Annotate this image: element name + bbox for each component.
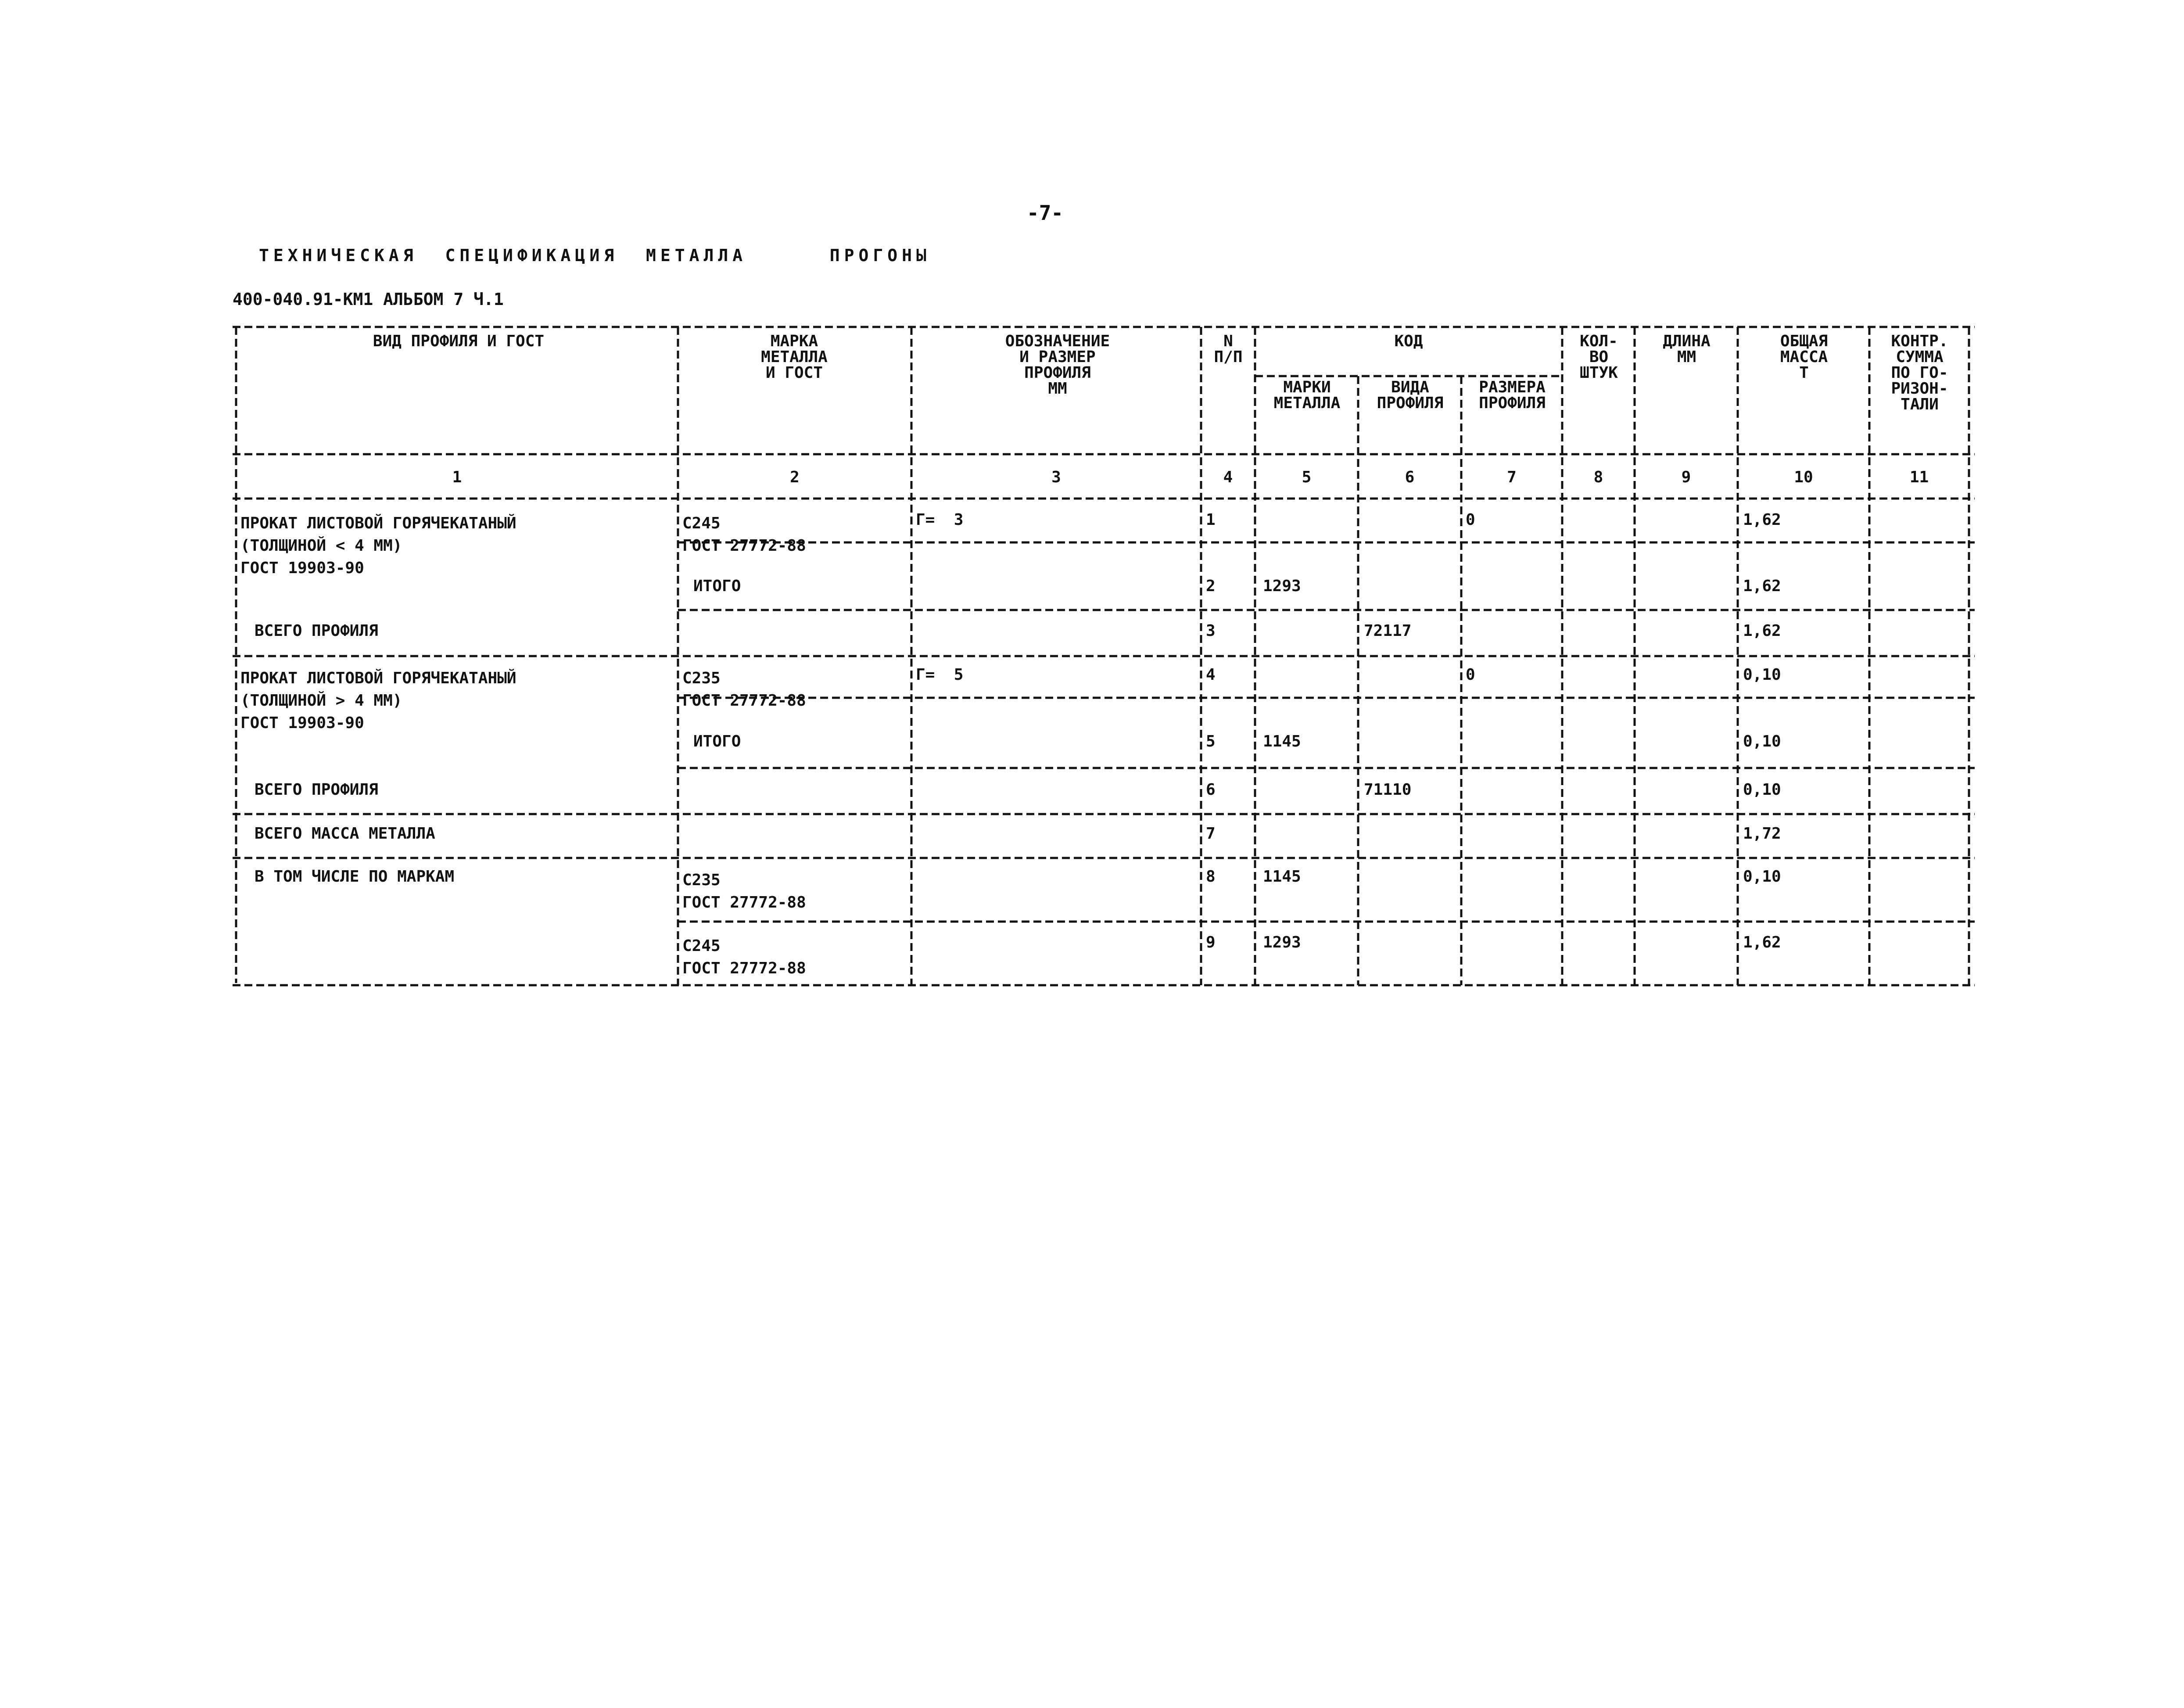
col-number: 1 [452, 468, 462, 486]
total-mass: 0,10 [1743, 666, 1781, 684]
metal-grade: С245 ГОСТ 27772-88 [682, 937, 806, 977]
header-code-metal-grade: МАРКИ МЕТАЛЛА [1273, 378, 1341, 412]
header-control-sum: КОНТР. СУММА ПО ГО- РИЗОН- ТАЛИ [1891, 332, 1948, 413]
row-number: 6 [1206, 781, 1216, 799]
row-number: 7 [1206, 825, 1216, 843]
vsego-profilya-label: ВСЕГО ПРОФИЛЯ [255, 781, 378, 799]
vsego-massa-label: ВСЕГО МАССА МЕТАЛЛА [255, 825, 435, 843]
document-title: ТЕХНИЧЕСКАЯ СПЕЦИФИКАЦИЯ МЕТАЛЛА ПРОГОНЫ [259, 246, 931, 265]
code-metal-grade: 1293 [1263, 577, 1301, 595]
row-number: 1 [1206, 511, 1216, 529]
total-mass: 1,62 [1743, 511, 1781, 529]
code-profile-size: 0 [1466, 666, 1475, 684]
col-number: 2 [790, 468, 800, 486]
code-metal-grade: 1145 [1263, 732, 1301, 750]
total-mass: 1,62 [1743, 933, 1781, 951]
header-total-mass: ОБЩАЯ МАССА Т [1780, 332, 1828, 382]
metal-grade: С245 ГОСТ 27772-88 [682, 514, 806, 555]
profile-size: Г= 5 [916, 666, 964, 684]
metal-grade: С235 ГОСТ 27772-88 [682, 669, 806, 710]
total-mass: 0,10 [1743, 732, 1781, 750]
row-number: 5 [1206, 732, 1216, 750]
code-profile-type: 71110 [1364, 781, 1412, 799]
header-metal-grade: МАРКА МЕТАЛЛА И ГОСТ [761, 332, 828, 382]
code-profile-type: 72117 [1364, 622, 1412, 640]
total-mass: 0,10 [1743, 868, 1781, 886]
profile-description: ПРОКАТ ЛИСТОВОЙ ГОРЯЧЕКАТАНЫЙ (ТОЛЩИНОЙ > 4 ММ) ГОСТ 19903-90 [240, 669, 516, 732]
col-number: 7 [1507, 468, 1517, 486]
col-number: 10 [1794, 468, 1813, 486]
header-code-group: КОД [1394, 332, 1423, 350]
col-number: 4 [1223, 468, 1233, 486]
total-mass: 0,10 [1743, 781, 1781, 799]
code-metal-grade: 1293 [1263, 933, 1301, 951]
row-number: 3 [1206, 622, 1216, 640]
col-number: 6 [1405, 468, 1415, 486]
col-number: 9 [1681, 468, 1691, 486]
total-mass: 1,62 [1743, 577, 1781, 595]
itogo-label: ИТОГО [693, 732, 741, 750]
col-number: 11 [1909, 468, 1929, 486]
row-number: 8 [1206, 868, 1216, 886]
header-code-profile-type: ВИДА ПРОФИЛЯ [1377, 378, 1444, 412]
row-number: 9 [1206, 933, 1216, 951]
row-number: 4 [1206, 666, 1216, 684]
document-code: 400-040.91-КМ1 АЛЬБОМ 7 Ч.1 [233, 290, 504, 309]
vsego-profilya-label: ВСЕГО ПРОФИЛЯ [255, 622, 378, 640]
header-code-profile-size: РАЗМЕРА ПРОФИЛЯ [1479, 378, 1546, 412]
header-quantity: КОЛ- ВО ШТУК [1580, 332, 1618, 382]
itogo-label: ИТОГО [693, 577, 741, 595]
row-number: 2 [1206, 577, 1216, 595]
profile-size: Г= 3 [916, 511, 964, 529]
profile-description: ПРОКАТ ЛИСТОВОЙ ГОРЯЧЕКАТАНЫЙ (ТОЛЩИНОЙ < 4 ММ) ГОСТ 19903-90 [240, 514, 516, 577]
header-row-number: N П/П [1214, 332, 1243, 366]
header-length: ДЛИНА ММ [1663, 332, 1711, 366]
header-profile-gost: ВИД ПРОФИЛЯ И ГОСТ [373, 332, 545, 350]
page-number: -7- [1027, 201, 1064, 225]
code-profile-size: 0 [1466, 511, 1475, 529]
col-number: 3 [1051, 468, 1061, 486]
code-metal-grade: 1145 [1263, 868, 1301, 886]
col-number: 5 [1302, 468, 1312, 486]
by-grade-label: В ТОМ ЧИСЛЕ ПО МАРКАМ [255, 868, 455, 886]
col-number: 8 [1593, 468, 1603, 486]
metal-grade: С235 ГОСТ 27772-88 [682, 871, 806, 911]
total-mass: 1,62 [1743, 622, 1781, 640]
header-profile-size: ОБОЗНАЧЕНИЕ И РАЗМЕР ПРОФИЛЯ ММ [1005, 332, 1110, 398]
total-mass: 1,72 [1743, 825, 1781, 843]
